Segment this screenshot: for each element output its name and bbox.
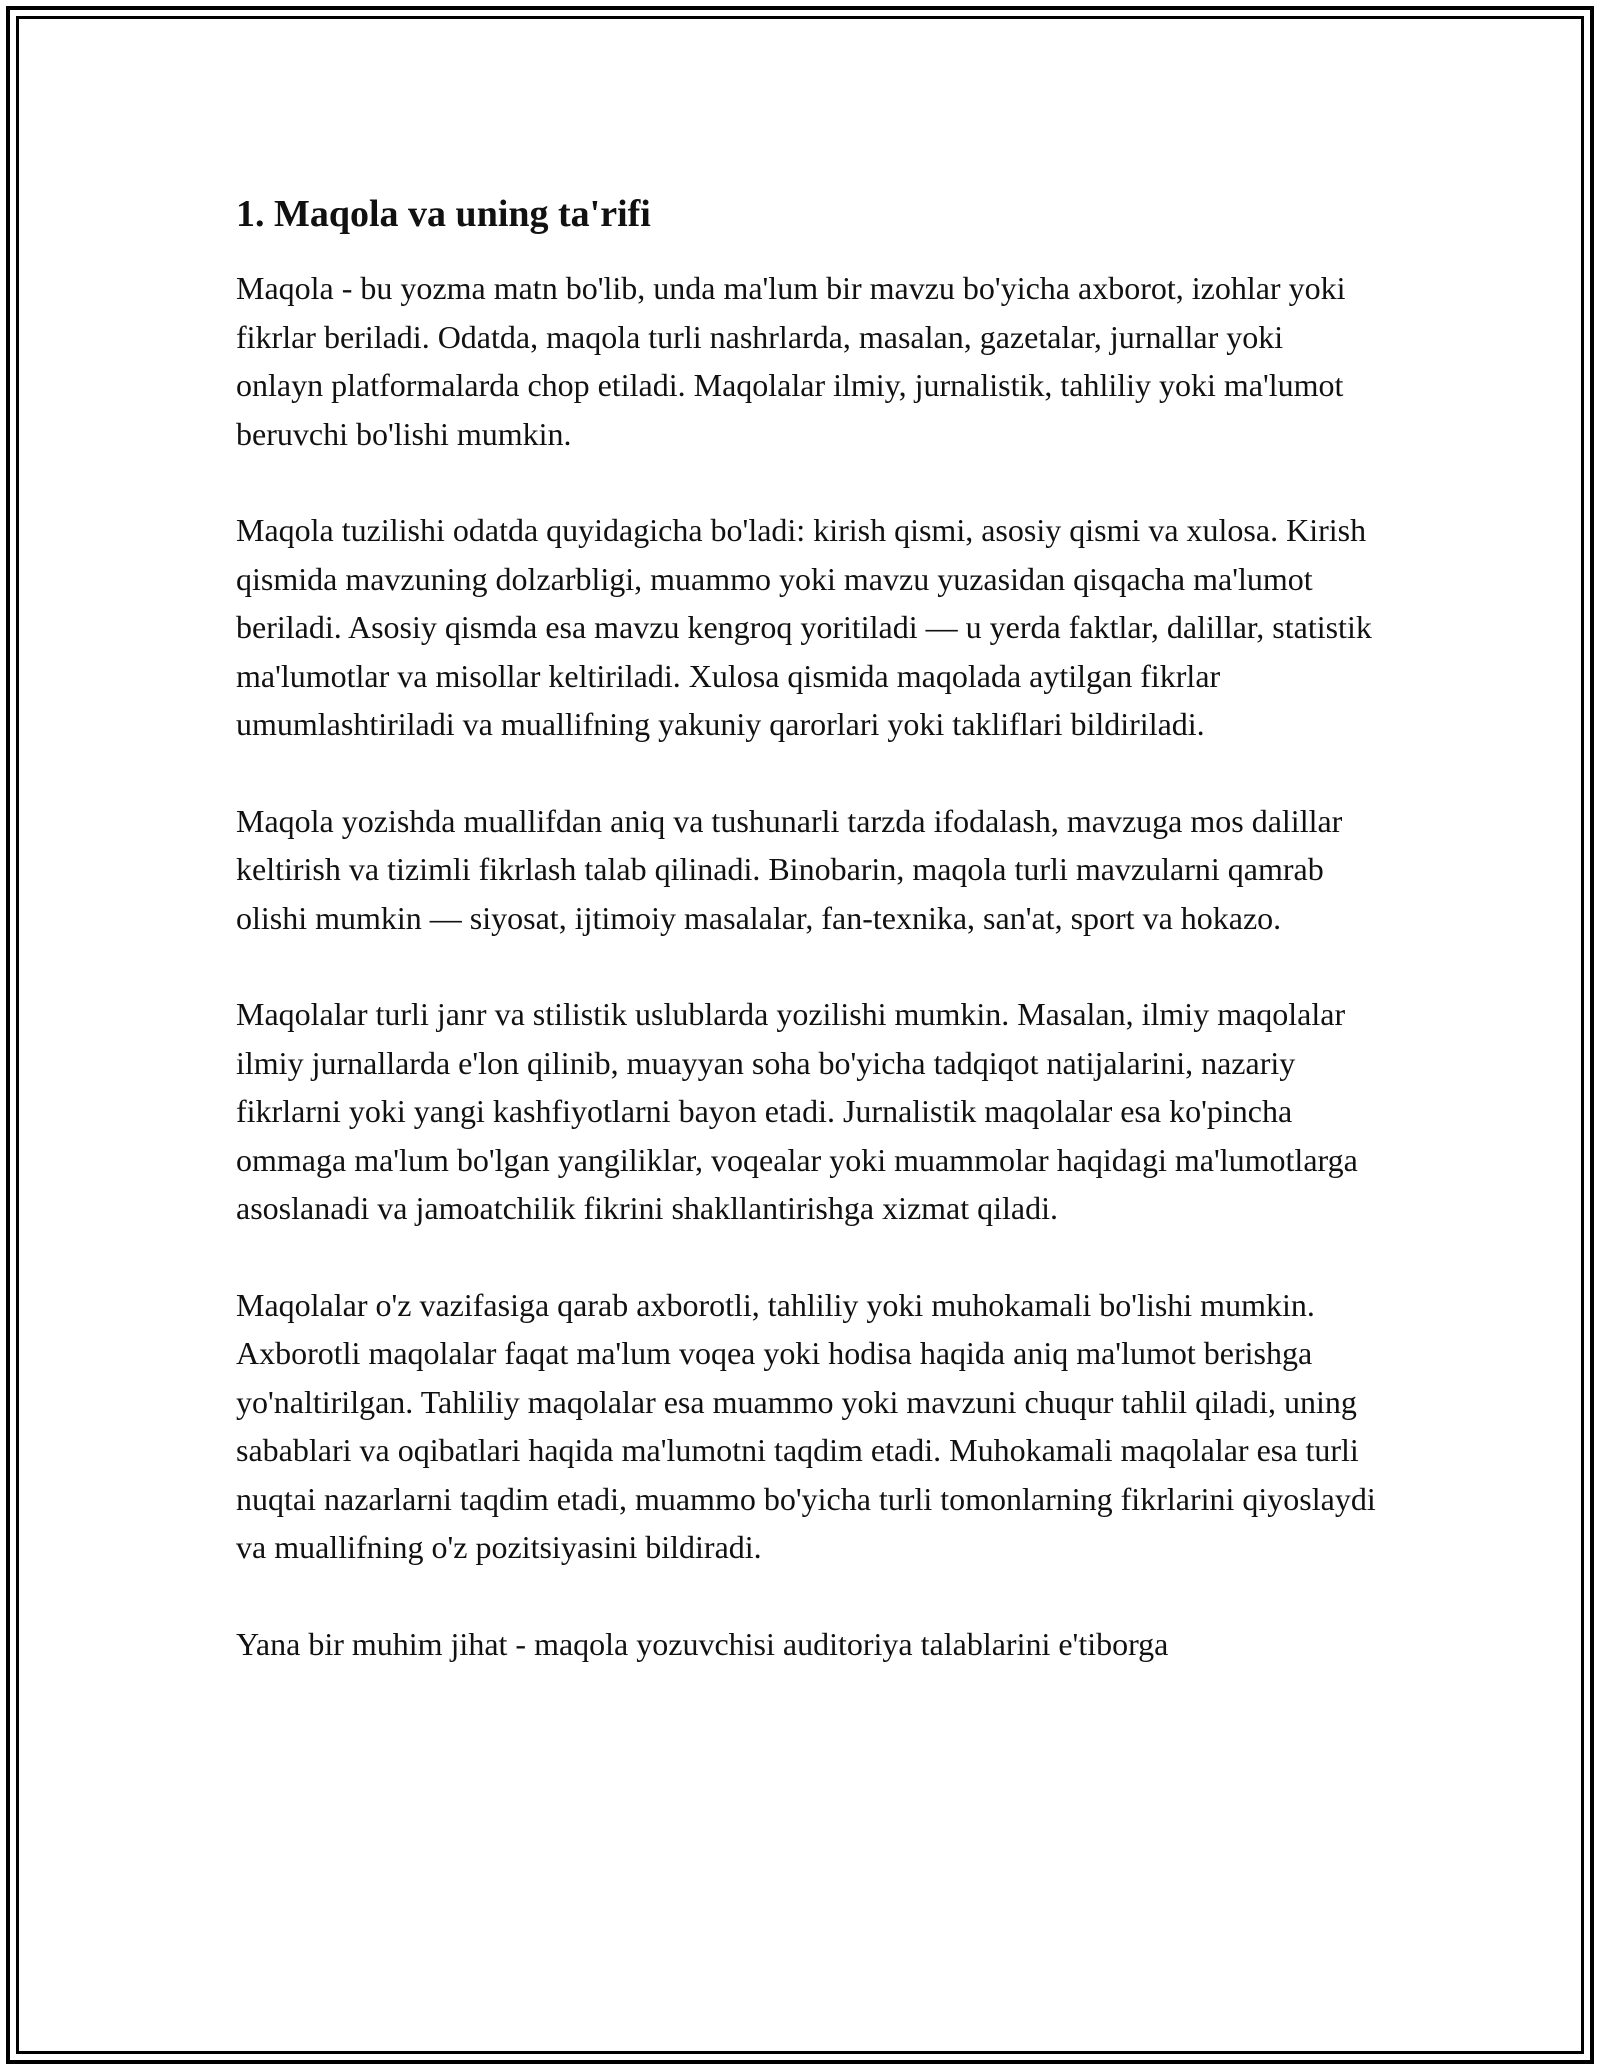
document-body <box>236 190 1376 1716</box>
paragraph-structure: Maqola tuzilishi odatda quyidagicha bo'ladi: kirish qismi, asosiy qismi va xulosa. Kirish qismida mavzuning dolzarbligi, muammo yoki mavzu yuzasidan qisqacha ma'lumot beriladi. Asosiy qismda esa mavzu kengroq yoritiladi — u yerda faktlar, dalillar, statistik ma'lumotlar va misollar keltiriladi. Xulosa qismida maqolada aytilgan fikrlar umumlashtiriladi va muallifning yakuniy qarorlari yoki takliflari bildiriladi. <box>236 512 1372 742</box>
paragraph-definition: Maqola - bu yozma matn bo'lib, unda ma'lum bir mavzu bo'yicha axborot, izohlar yoki fikrlar beriladi. Odatda, maqola turli nashrlarda, masalan, gazetalar, jurnallar yoki onlayn platformalarda chop etiladi. Maqolalar ilmiy, jurnalistik, tahliliy yoki ma'lumot beruvchi bo'lishi mumkin. <box>236 270 1346 452</box>
paragraph-types: Maqolalar o'z vazifasiga qarab axborotli, tahliliy yoki muhokamali bo'lishi mumkin. Axborotli maqolalar faqat ma'lum voqea yoki hodisa haqida aniq ma'lumot berishga yo'naltirilgan. Tahliliy maqolalar esa muammo yoki mavzuni chuqur tahlil qiladi, uning sabablari va oqibatlari haqida ma'lumotni taqdim etadi. Muhokamali maqolalar esa turli nuqtai nazarlarni taqdim etadi, muammo bo'yicha turli tomonlarning fikrlarini qiyoslaydi va muallifning o'z pozitsiyasini bildiradi. <box>236 1286 1376 1565</box>
paragraph-genres: Maqolalar turli janr va stilistik uslublarda yozilishi mumkin. Masalan, ilmiy maqolalar ilmiy jurnallarda e'lon qilinib, muayyan soha bo'yicha tadqiqot natijalarini, nazariy fikrlarni yoki yangi kashfiyotlarni bayon etadi. Jurnalistik maqolalar esa ko'pincha ommaga ma'lum bo'lgan yangiliklar, voqealar yoki muammolar haqidagi ma'lumotlarga asoslanadi va jamoatchilik fikrini shakllantirishga xizmat qiladi. <box>236 996 1358 1226</box>
paragraph-writing-requirements: Maqola yozishda muallifdan aniq va tushunarli tarzda ifodalash, mavzuga mos dalillar keltirish va tizimli fikrlash talab qilinadi. Binobarin, maqola turli mavzularni qamrab olishi mumkin — siyosat, ijtimoiy masalalar, fan-texnika, san'at, sport va hokazo. <box>236 802 1343 936</box>
section-heading: 1. Maqola va uning ta'rifi <box>236 193 651 235</box>
paragraph-audience: Yana bir muhim jihat - maqola yozuvchisi auditoriya talablarini e'tiborga <box>236 1625 1169 1662</box>
